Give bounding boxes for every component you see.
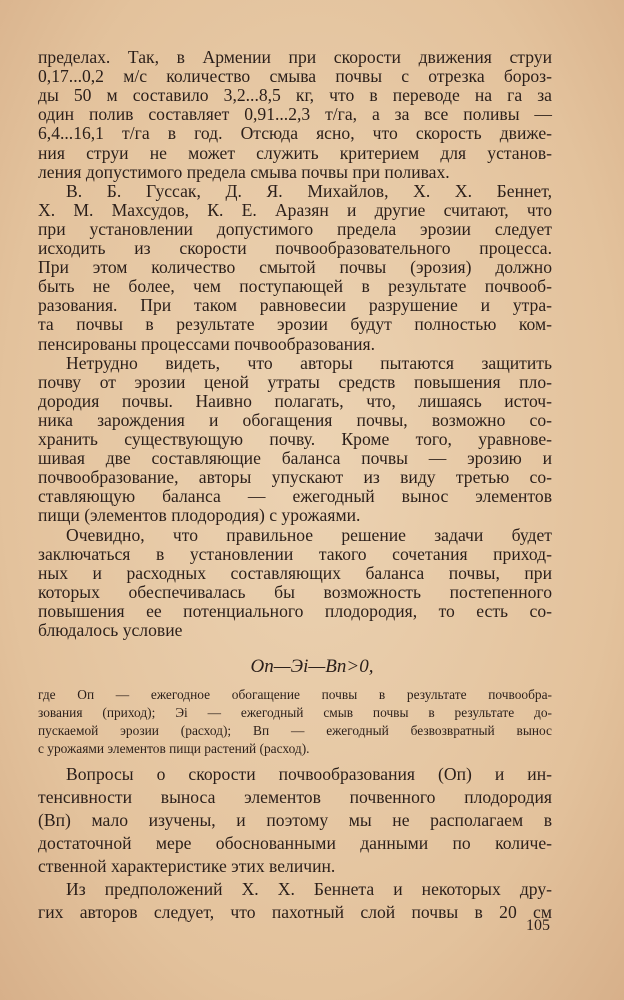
text-line: ника зарождения и обогащения почвы, возможно со- (38, 409, 552, 430)
text-line: быть не более, чем поступающей в результате почвооб- (38, 276, 552, 297)
text-line: исходить из скорости почвообразовательного процесса. (38, 238, 552, 258)
text-line: 6,4...16,1 т/га в год. Отсюда ясно, что скорость движе- (38, 123, 552, 144)
text-line: ния струи не может служить критерием для установ- (38, 142, 552, 163)
text-line: заключаться в установлении такого сочетания приход- (38, 543, 552, 564)
text-line: (Вп) мало изучены, и поэтому мы не располагаем в (38, 810, 552, 830)
text-line: почву от эрозии ценой утраты средств повышения пло- (38, 371, 552, 392)
where-line: пускаемой эрозии (расход); Вп — ежегодный безвозвратный вынос (38, 723, 552, 738)
text-line: пищи (элементов плодородия) с урожаями. (38, 505, 361, 526)
text-line: ных и расходных составляющих баланса почвы, при (38, 562, 552, 583)
text-line: тенсивности выноса элементов почвенного плодородия (38, 787, 552, 807)
text-line: хранить существующую почву. Кроме того, уравнове- (38, 429, 552, 449)
text-line: повышения ее потенциального плодородия, то есть со- (38, 600, 552, 621)
text-line: дородия почвы. Наивно полагать, что, лишаясь источ- (38, 390, 552, 411)
where-line: где Оп — ежегодное обогащение почвы в результате почвообра- (38, 687, 552, 702)
text-line: 0,17...0,2 м/с количество смыва почвы с отрезка бороз- (38, 66, 552, 87)
text-line: один полив составляет 0,91...2,3 т/га, а за все поливы — (38, 104, 552, 125)
text-line: достаточной мере обоснованными данными по количе- (38, 833, 552, 853)
text-line: При этом количество смытой почвы (эрозия) должно (38, 257, 552, 278)
text-line: ления допустимого предела смыва почвы при поливах. (38, 161, 450, 182)
text-line: Из предположений Х. Х. Беннета и некоторых дру- (66, 879, 552, 899)
page-number: 105 (526, 917, 550, 934)
text-line: та почвы в результате эрозии будут полностью ком- (38, 314, 552, 335)
text-line: шивая две составляющие баланса почвы — эрозию и (38, 448, 552, 469)
text-line: ды 50 м составило 3,2...8,5 кг, что в переводе на га за (38, 85, 552, 106)
text-line: Х. М. Махсудов, К. Е. Аразян и другие считают, что (38, 199, 552, 220)
text-line: Вопросы о скорости почвообразования (Оп) и ин- (66, 764, 552, 784)
text-line: ставляющую баланса — ежегодный вынос элементов (38, 486, 552, 507)
text-line: ственной характеристике этих величин. (38, 856, 336, 876)
where-line: с урожаями элементов пищи растений (расход). (38, 741, 310, 756)
text-line: В. Б. Гуссак, Д. Я. Михайлов, Х. Х. Беннет, (66, 180, 552, 201)
text-line: которых обеспечивалась бы возможность постепенного (38, 581, 552, 602)
text-line: пенсированы процессами почвообразования. (38, 333, 376, 354)
text-line: при установлении допустимого предела эрозии следует (38, 218, 552, 239)
text-line: блюдалось условие (38, 620, 183, 640)
text-line: почвообразование, авторы упускают из виду третью со- (38, 467, 552, 488)
text-line: Очевидно, что правильное решение задачи будет (66, 524, 552, 545)
text-line: гих авторов следует, что пахотный слой почвы в 20 см (38, 902, 552, 922)
where-line: зования (приход); Эi — ежегодный смыв почвы в результате до- (38, 705, 552, 720)
text-line: Нетрудно видеть, что авторы пытаются защитить (66, 352, 552, 373)
text-line: разования. При таком равновесии разрушение и утра- (38, 295, 552, 316)
text-line: пределах. Так, в Армении при скорости движения струи (38, 47, 552, 67)
balance-formula: Оп—Эi—Вп>0, (250, 656, 374, 677)
